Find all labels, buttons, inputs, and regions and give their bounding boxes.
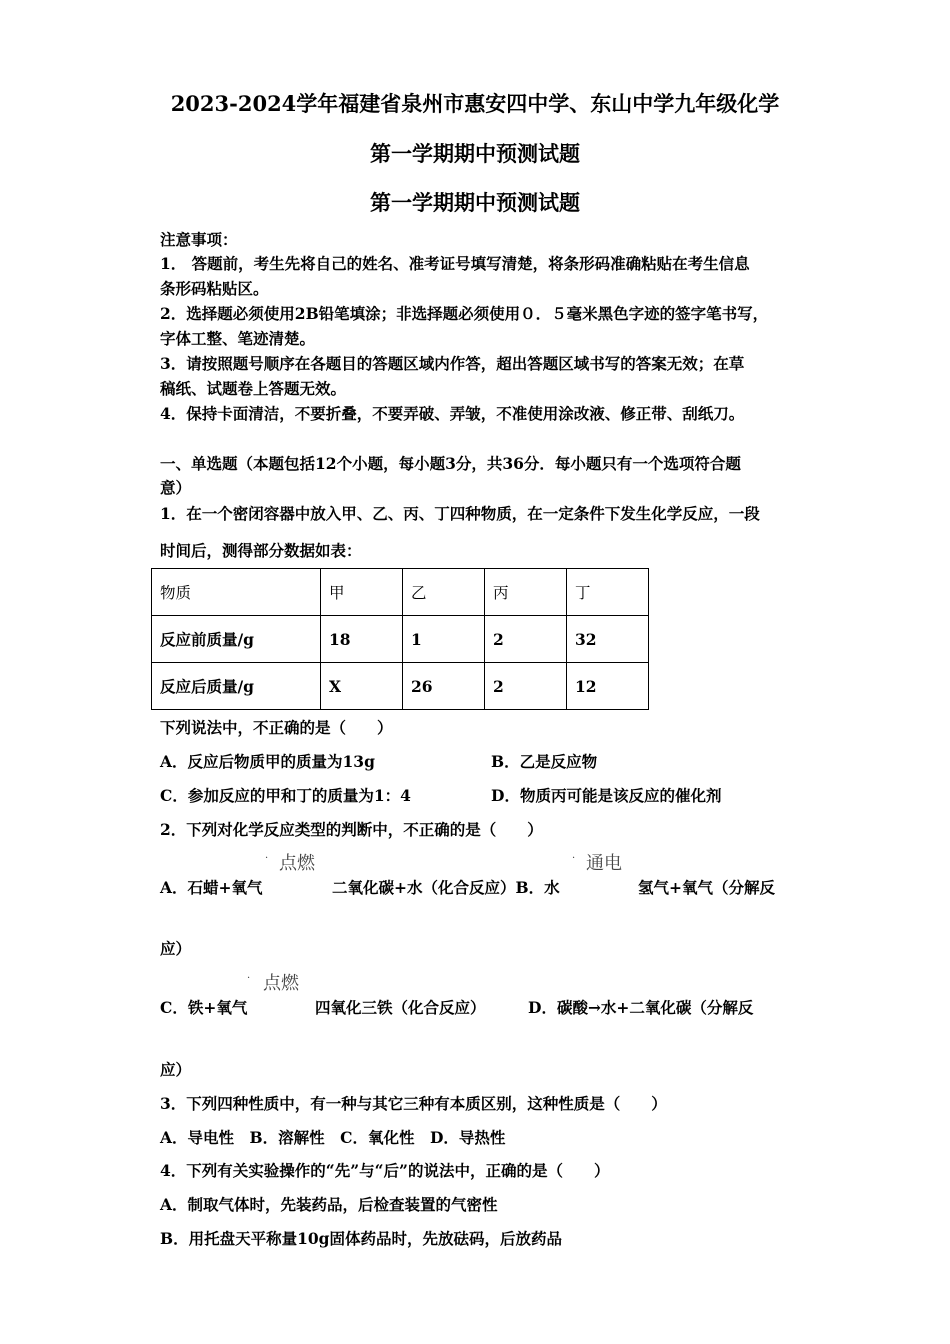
q2-option-c: C．铁+氧气 bbox=[160, 998, 248, 1017]
table-row bbox=[152, 616, 649, 663]
table-header-cell: 物质 bbox=[152, 569, 321, 616]
q4-stem: 4．下列有关实验操作的“先”与“后”的说法中，正确的是（ ） bbox=[160, 1161, 610, 1180]
notice-item: 稿纸、试题卷上答题无效。 bbox=[160, 379, 347, 398]
table-header-cell: 丙 bbox=[485, 569, 567, 616]
table-cell: 32 bbox=[567, 616, 649, 663]
table-cell: 1 bbox=[403, 616, 485, 663]
q1-option-b: B．乙是反应物 bbox=[491, 752, 598, 771]
notice-item: 条形码粘贴区。 bbox=[160, 279, 269, 298]
table-cell: 12 bbox=[567, 663, 649, 710]
q3-options: A．导电性 B．溶解性 C．氧化性 D．导热性 bbox=[160, 1128, 506, 1147]
q4-option-a: A．制取气体时，先装药品，后检查装置的气密性 bbox=[160, 1195, 498, 1214]
condition-ignite-label: 点燃 bbox=[263, 973, 299, 994]
section-heading-cont: 意） bbox=[160, 478, 192, 497]
table-cell: 反应后质量/g bbox=[152, 663, 321, 710]
table-header-cell: 丁 bbox=[567, 569, 649, 616]
q1-stem-cont: 时间后，测得部分数据如表： bbox=[160, 541, 362, 560]
notice-item: 字体工整、笔迹清楚。 bbox=[160, 329, 316, 348]
q2-option-d-end: 应） bbox=[160, 1060, 192, 1079]
notice-item: 1． 答题前，考生先将自己的姓名、准考证号填写清楚，将条形码准确粘贴在考生信息 bbox=[160, 254, 750, 273]
table-cell: 2 bbox=[485, 663, 567, 710]
q2-option-a: A．石蜡+氧气 bbox=[160, 878, 263, 897]
table-cell: 26 bbox=[403, 663, 485, 710]
document-title-line3: 第一学期期中预测试题 bbox=[370, 190, 580, 215]
q4-option-b: B．用托盘天平称量10g固体药品时，先放砝码，后放药品 bbox=[160, 1229, 563, 1248]
q2-stem: 2．下列对化学反应类型的判断中，不正确的是（ ） bbox=[160, 820, 543, 839]
q2-option-c-product: 四氧化三铁（化合反应） bbox=[315, 998, 486, 1017]
q3-stem: 3．下列四种性质中，有一种与其它三种有本质区别，这种性质是（ ） bbox=[160, 1094, 667, 1113]
q2-option-d: D．碳酸→水+二氧化碳（分解反 bbox=[528, 998, 754, 1017]
dot-mark: · bbox=[572, 853, 576, 864]
table-cell: 2 bbox=[485, 616, 567, 663]
notice-heading: 注意事项： bbox=[160, 230, 238, 249]
table-header-row bbox=[152, 569, 649, 616]
q2-option-b-end: 应） bbox=[160, 939, 192, 958]
q2-option-a-product: 二氧化碳+水（化合反应）B．水 bbox=[332, 878, 560, 897]
notice-item: 4．保持卡面清洁，不要折叠，不要弄破、弄皱，不准使用涂改液、修正带、刮纸刀。 bbox=[160, 404, 745, 423]
document-title-line2: 第一学期期中预测试题 bbox=[370, 141, 580, 166]
q1-ask: 下列说法中，不正确的是（ ） bbox=[160, 718, 393, 737]
section-heading: 一、单选题（本题包括12个小题，每小题3分，共36分．每小题只有一个选项符合题 bbox=[160, 454, 741, 473]
q1-data-table bbox=[151, 568, 649, 710]
table-cell: 18 bbox=[321, 616, 403, 663]
dot-mark: · bbox=[265, 853, 269, 864]
q1-option-a: A．反应后物质甲的质量为13g bbox=[160, 752, 375, 771]
table-header-cell: 甲 bbox=[321, 569, 403, 616]
document-title-line1: 2023-2024学年福建省泉州市惠安四中学、东山中学九年级化学 bbox=[170, 91, 780, 116]
q1-option-c: C．参加反应的甲和丁的质量为1：4 bbox=[160, 786, 411, 805]
table-header-cell: 乙 bbox=[403, 569, 485, 616]
condition-ignite-label: 点燃 bbox=[279, 853, 315, 874]
table-cell: 反应前质量/g bbox=[152, 616, 321, 663]
q1-stem: 1．在一个密闭容器中放入甲、乙、丙、丁四种物质，在一定条件下发生化学反应，一段 bbox=[160, 504, 760, 523]
table-cell: X bbox=[321, 663, 403, 710]
dot-mark: · bbox=[247, 973, 251, 984]
notice-item: 3．请按照题号顺序在各题目的答题区域内作答，超出答题区域书写的答案无效；在草 bbox=[160, 354, 745, 373]
notice-item: 2．选择题必须使用2B铅笔填涂；非选择题必须使用０．５毫米黑色字迹的签字笔书写， bbox=[160, 304, 769, 323]
condition-electrolysis-label: 通电 bbox=[586, 853, 622, 874]
table-row bbox=[152, 663, 649, 710]
q1-option-d: D．物质丙可能是该反应的催化剂 bbox=[491, 786, 722, 805]
q2-option-b-product: 氢气+氧气（分解反 bbox=[638, 878, 775, 897]
